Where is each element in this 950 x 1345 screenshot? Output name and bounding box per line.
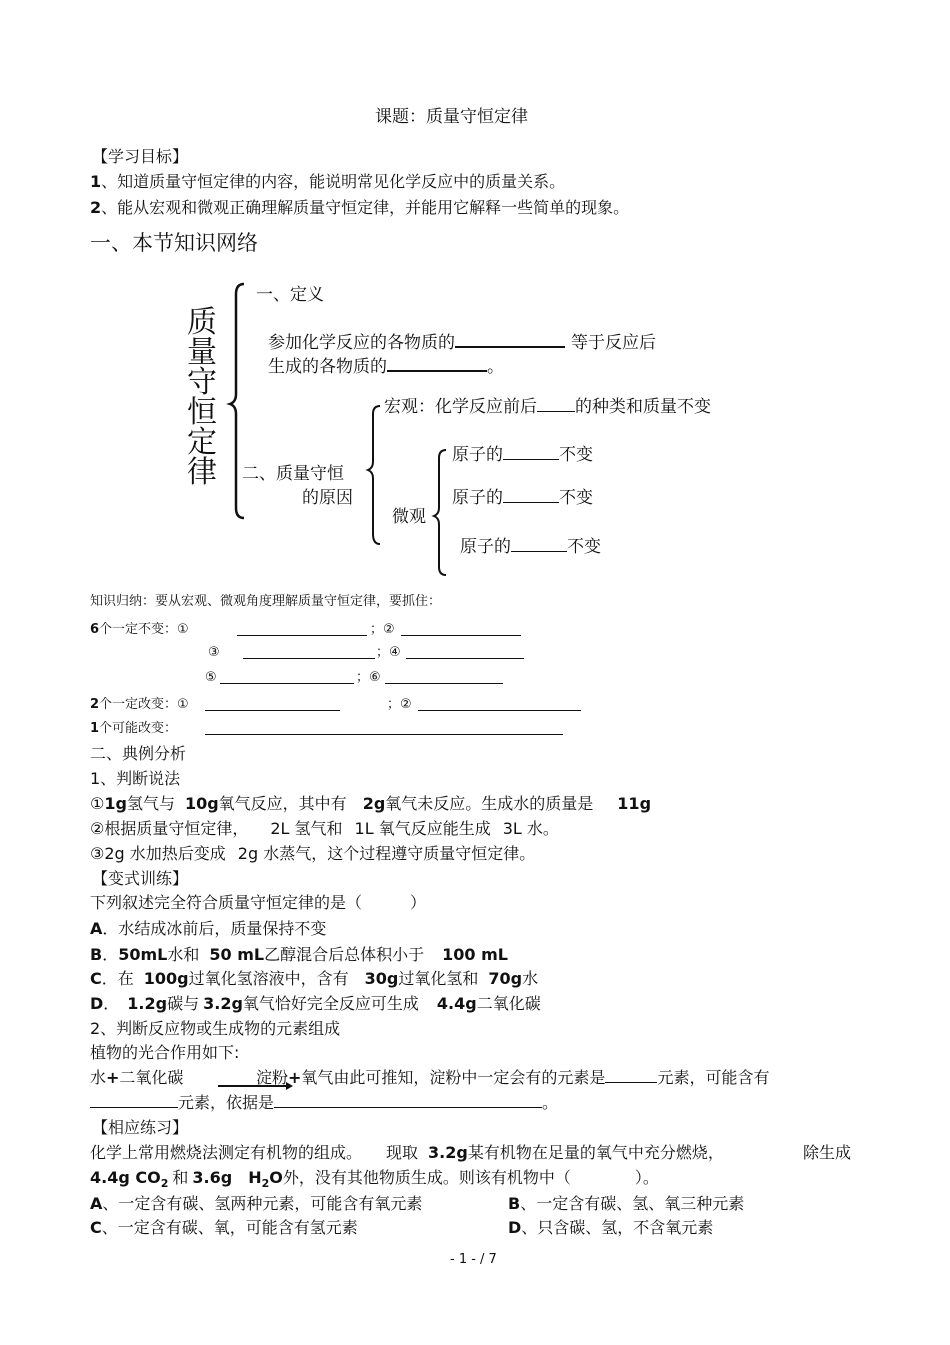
drill-option-b-dot: ． <box>102 945 119 964</box>
section-1-heading: 一、本节知识网络 <box>90 231 258 255</box>
definition-line-2-text: 生成的各物质的 <box>268 357 387 377</box>
q2-line-2-end: 。 <box>542 1093 559 1112</box>
change-2-label: ；② <box>387 697 412 712</box>
practice-h-sub: 2 <box>261 1177 270 1191</box>
micro-brace <box>434 450 446 575</box>
statement-3-t1: ③2g 水加热后变成 <box>90 844 226 863</box>
definition-line-2-tail: 。 <box>487 357 504 377</box>
practice-h: H <box>248 1168 262 1187</box>
goals-heading: 【学习目标】 <box>92 147 189 166</box>
micro-line-2-text: 原子的 <box>452 488 503 508</box>
micro-blank-3[interactable] <box>511 537 567 552</box>
practice-line-2 <box>90 1167 659 1195</box>
goal-2-number: 2 <box>90 198 102 217</box>
page-title: 课题：质量守恒定律 <box>375 107 528 127</box>
practice-value-2: 3.6g <box>192 1168 233 1187</box>
six-constants-label <box>90 621 189 639</box>
equation-tail: 元素，可能含有 <box>657 1068 770 1087</box>
drill-heading: 【变式训练】 <box>92 869 189 888</box>
drill-option-b-letter: B <box>90 945 103 964</box>
micro-line-2-tail: 不变 <box>559 488 593 508</box>
practice-heading: 【相应练习】 <box>92 1118 189 1137</box>
drill-option-c-t2: 过氧化氢和 <box>398 969 479 988</box>
statement-1-v3: 2g <box>362 794 386 813</box>
equation-plus-1: + <box>106 1068 120 1087</box>
micro-line-3 <box>460 536 601 558</box>
practice-o: O <box>269 1168 283 1187</box>
statement-1-num: ① <box>90 794 105 813</box>
drill-option-d-v2: 3.2g <box>203 994 243 1013</box>
practice-option-c-letter: C <box>90 1218 102 1237</box>
micro-blank-1[interactable] <box>503 445 559 460</box>
drill-option-d-v1: 1.2g <box>127 994 168 1013</box>
two-changes-label <box>90 696 189 714</box>
constant-blank-5[interactable] <box>220 669 354 684</box>
definition-line-1-text: 参加化学反应的各物质的 <box>268 333 455 353</box>
statement-1-t3: 氧气未反应。生成水的质量是 <box>385 794 594 813</box>
goal-1 <box>90 171 565 193</box>
drill-option-d-letter: D <box>90 994 104 1013</box>
q1-heading: 1、判断说法 <box>90 769 181 788</box>
drill-option-b-v2: 50 mL <box>209 945 265 964</box>
micro-line-1 <box>452 444 593 466</box>
drill-option-b-t1: 水和 <box>167 945 200 964</box>
one-possible-text: 个可能改变： <box>99 721 178 736</box>
practice-and: 和 <box>172 1168 189 1187</box>
definition-heading: 一、定义 <box>256 285 324 305</box>
practice-co2: 4.4g CO <box>90 1168 161 1187</box>
practice-option-a <box>90 1193 422 1215</box>
knowledge-diagram <box>180 282 780 582</box>
micro-line-2 <box>452 487 593 509</box>
micro-blank-2[interactable] <box>503 488 559 503</box>
constant-blank-6[interactable] <box>385 669 503 684</box>
drill-option-a-text: ．水结成冰前后，质量保持不变 <box>102 919 327 938</box>
definition-blank-2[interactable] <box>387 355 487 372</box>
practice-option-d <box>508 1217 713 1239</box>
drill-option-c-letter: C <box>90 969 102 988</box>
drill-option-c <box>90 968 538 990</box>
macro-line <box>384 396 711 418</box>
basis-blank[interactable] <box>274 1093 542 1108</box>
statement-1-v1: 1g <box>104 794 127 813</box>
drill-option-d-v3: 4.4g <box>436 994 477 1013</box>
micro-line-1-tail: 不变 <box>559 445 593 465</box>
drill-option-b-t2: 乙醇混合后总体积小于 <box>264 945 425 964</box>
q2-basis-text: 元素，依据是 <box>178 1093 275 1112</box>
practice-text-3: 某有机物在足量的氧气中充分燃烧， <box>467 1143 724 1162</box>
constant-2-label: ；② <box>370 622 395 637</box>
goal-2 <box>90 197 629 219</box>
statement-1-t2: 氧气反应，其中有 <box>218 794 347 813</box>
goal-2-text: 、能从宏观和微观正确理解质量守恒定律，并能用它解释一些简单的现象。 <box>101 198 630 217</box>
drill-option-b-v1: 50mL <box>118 945 168 964</box>
drill-option-d <box>90 993 541 1015</box>
definition-line-2 <box>268 355 504 378</box>
practice-option-b-letter: B <box>508 1194 521 1213</box>
practice-option-b <box>508 1193 744 1215</box>
constant-5-label: ⑤ <box>205 670 217 685</box>
practice-text-1: 化学上常用燃烧法测定有机物的组成。 <box>90 1143 363 1162</box>
drill-option-d-t3: 二氧化碳 <box>476 994 541 1013</box>
statement-1 <box>90 793 651 815</box>
practice-option-c-text: 、一定含有碳、氧，可能含有氢元素 <box>101 1218 358 1237</box>
constant-6-label: ；⑥ <box>356 670 381 685</box>
drill-option-a-letter: A <box>90 919 103 938</box>
drill-option-c-v1: 100g <box>143 969 189 988</box>
drill-option-c-v2: 30g <box>364 969 399 988</box>
equation-plus-2: + <box>288 1068 302 1087</box>
constant-3-label: ③ <box>208 645 220 660</box>
practice-option-b-text: 、一定含有碳、氢、氧三种元素 <box>520 1194 745 1213</box>
summary-intro: 知识归纳：要从宏观、微观角度理解质量守恒定律，要抓住： <box>90 594 442 609</box>
drill-option-a <box>90 918 326 940</box>
practice-text-4: 外，没有其他物质生成。则该有机物中（ ）。 <box>282 1168 659 1187</box>
goal-1-number: 1 <box>90 172 102 191</box>
q2-equation-start <box>90 1067 183 1089</box>
drill-option-c-t1: 过氧化氢溶液中，含有 <box>188 969 349 988</box>
section-2-heading: 二、典例分析 <box>90 744 187 763</box>
definition-line-1-tail: 等于反应后 <box>571 333 656 353</box>
six-constants-text: 个一定不变：① <box>99 622 189 637</box>
diagram-main-label: 质量守恒定律 <box>187 305 217 490</box>
micro-line-3-text: 原子的 <box>460 537 511 557</box>
definition-blank-1[interactable] <box>455 331 565 348</box>
constant-blank-1[interactable] <box>237 621 367 636</box>
q2-line-2 <box>90 1092 558 1114</box>
drill-option-b-v3: 100 mL <box>442 945 508 964</box>
practice-option-a-letter: A <box>90 1194 103 1213</box>
six-constants-number: 6 <box>90 622 100 637</box>
q2-intro: 植物的光合作用如下: <box>90 1043 240 1062</box>
constant-blank-4[interactable] <box>406 644 524 659</box>
practice-co2-sub: 2 <box>160 1177 169 1191</box>
micro-line-1-text: 原子的 <box>452 445 503 465</box>
practice-value-1: 3.2g <box>428 1143 468 1162</box>
macro-tail: 的种类和质量不变 <box>575 397 711 417</box>
practice-text-2: 现取 <box>386 1143 419 1162</box>
practice-option-d-letter: D <box>508 1218 522 1237</box>
statement-1-v4: 11g <box>617 794 652 813</box>
drill-option-c-t3: 水 <box>522 969 539 988</box>
reason-brace <box>368 406 380 544</box>
reason-heading-1: 二、质量守恒 <box>242 464 344 484</box>
statement-2-t3: 1L 氧气反应能生成 <box>354 819 491 838</box>
statement-3 <box>90 843 535 865</box>
one-possible-label <box>90 720 177 738</box>
practice-line-1-tail: 除生成 <box>803 1143 852 1162</box>
equation-starch: 淀粉 <box>256 1068 289 1087</box>
statement-2-t1: ②根据质量守恒定律， <box>90 819 249 838</box>
statement-1-v2: 10g <box>184 794 219 813</box>
micro-line-3-tail: 不变 <box>567 537 601 557</box>
page-number: - 1 - / 7 <box>450 1252 497 1267</box>
statement-2-t4: 3L 水。 <box>502 819 559 838</box>
drill-option-d-t1: 碳与 <box>167 994 200 1013</box>
equation-co2: 二氧化碳 <box>119 1068 184 1087</box>
constant-4-label: ；④ <box>376 645 401 660</box>
two-changes-number: 2 <box>90 697 100 712</box>
statement-1-t1: 氢气与 <box>126 794 175 813</box>
equation-inference: 氧气由此可推知，淀粉中一定会有的元素是 <box>301 1068 606 1087</box>
constant-blank-3[interactable] <box>243 644 375 659</box>
drill-option-d-t2: 氧气恰好完全反应可生成 <box>242 994 419 1013</box>
drill-stem: 下列叙述完全符合质量守恒定律的是（ ） <box>90 893 427 912</box>
macro-blank[interactable] <box>537 397 575 412</box>
change-blank-2[interactable] <box>418 696 581 711</box>
equation-water: 水 <box>90 1068 107 1087</box>
statement-3-t2: 2g 水蒸气，这个过程遵守质量守恒定律。 <box>237 844 536 863</box>
q2-equation-rest <box>256 1067 769 1089</box>
definition-line-1 <box>268 331 656 354</box>
element-blank-2[interactable] <box>90 1093 178 1108</box>
one-possible-number: 1 <box>90 721 100 736</box>
two-changes-text: 个一定改变：① <box>99 697 189 712</box>
drill-option-c-v3: 70g <box>488 969 523 988</box>
practice-option-d-text: 、只含碳、氢，不含氧元素 <box>521 1218 714 1237</box>
statement-2 <box>90 818 559 840</box>
possible-change-blank[interactable] <box>205 720 563 735</box>
macro-text: 宏观：化学反应前后 <box>384 397 537 417</box>
drill-option-d-dot: ． <box>103 994 120 1013</box>
goal-1-text: 、知道质量守恒定律的内容，能说明常见化学反应中的质量关系。 <box>101 172 566 191</box>
q2-heading: 2、判断反应物或生成物的元素组成 <box>90 1019 341 1038</box>
drill-option-c-t0: ．在 <box>101 969 134 988</box>
micro-label: 微观 <box>392 507 426 527</box>
practice-option-c <box>90 1217 358 1239</box>
element-blank-1[interactable] <box>605 1068 657 1083</box>
practice-line-1 <box>90 1142 724 1164</box>
change-blank-1[interactable] <box>205 696 340 711</box>
reason-heading-2: 的原因 <box>302 488 353 508</box>
statement-2-t2: 2L 氢气和 <box>270 819 343 838</box>
drill-option-b <box>90 944 508 966</box>
practice-option-a-text: 、一定含有碳、氢两种元素，可能含有氧元素 <box>102 1194 423 1213</box>
constant-blank-2[interactable] <box>401 621 521 636</box>
